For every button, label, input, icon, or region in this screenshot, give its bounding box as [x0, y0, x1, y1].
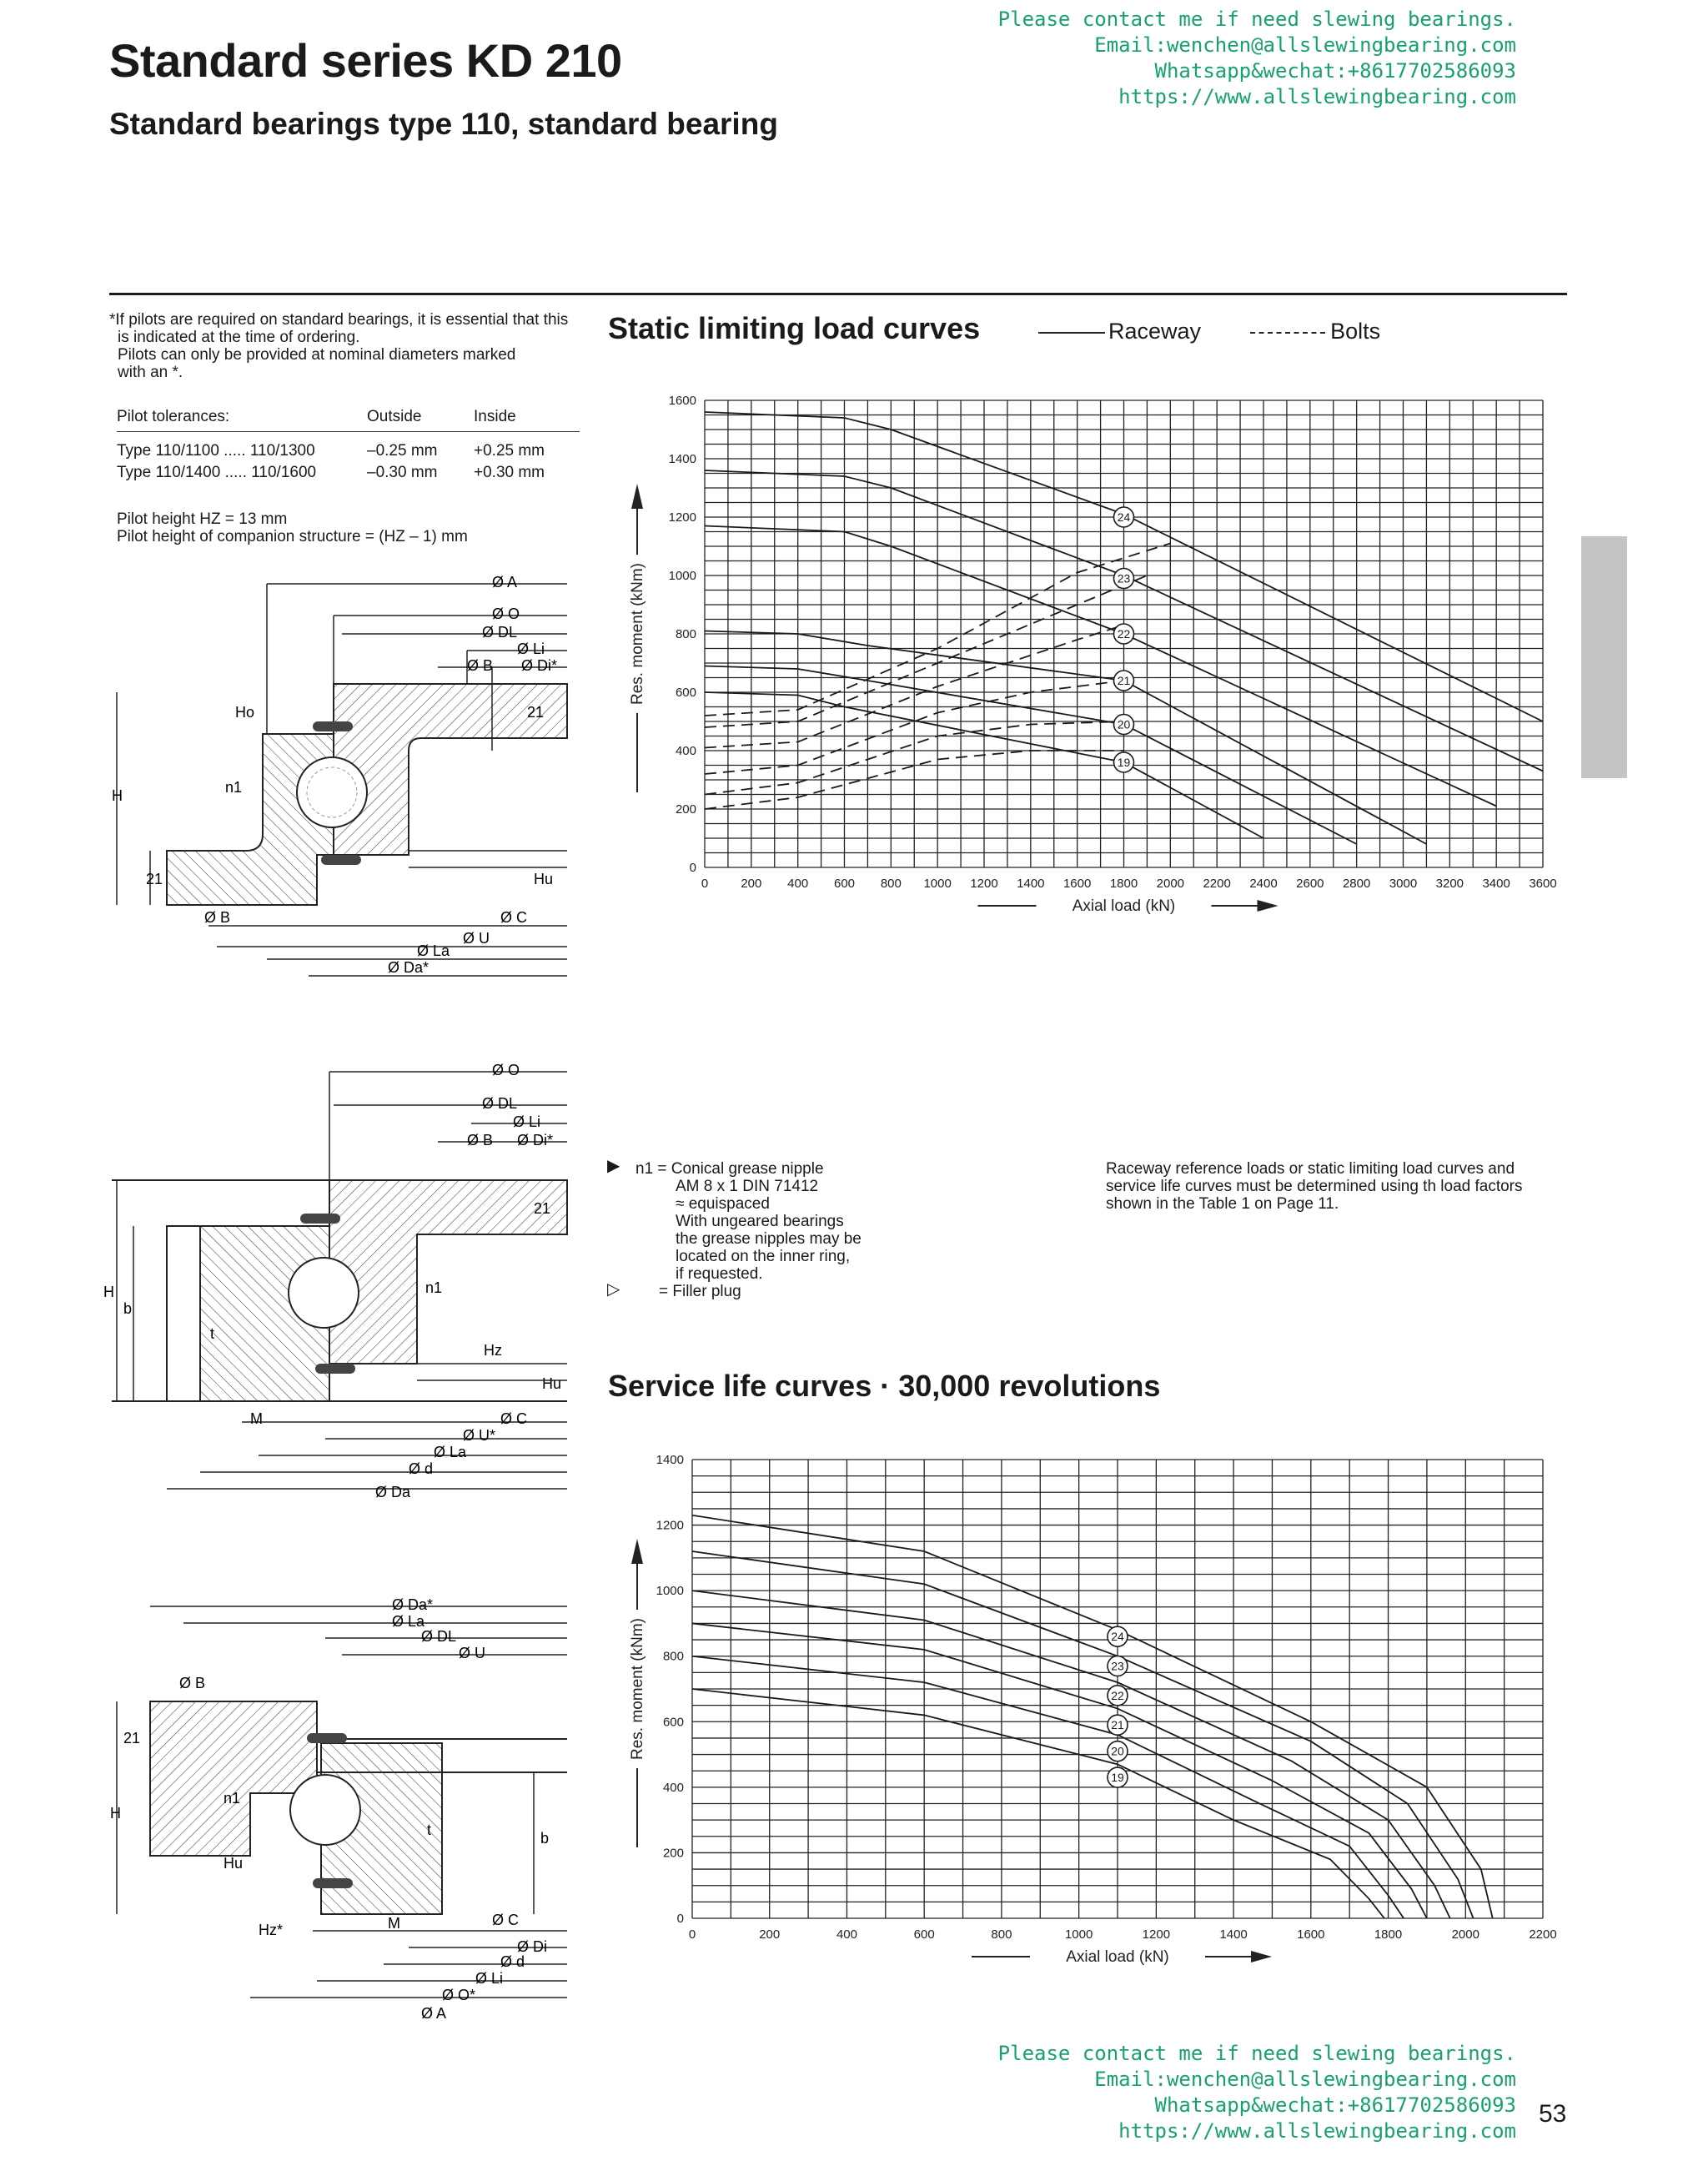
x-tick-label: 2600: [1296, 877, 1324, 891]
y-tick-label: 800: [662, 1649, 684, 1664]
raceway-note: [1106, 1160, 1523, 1213]
x-tick-label: 1600: [1062, 877, 1092, 891]
curve-label: 19: [1117, 756, 1131, 769]
n1-footnote: [607, 1157, 862, 1300]
y-tick-label: 400: [675, 744, 696, 758]
dim-label: b: [540, 1830, 550, 1847]
filler-plug: = Filler plug: [659, 1283, 741, 1300]
dim-label: 21: [534, 1200, 551, 1217]
dim-label: 21: [146, 871, 163, 887]
dim-label: 21: [123, 1730, 141, 1746]
x-axis-arrow-icon: [1258, 900, 1278, 912]
dim-label: Ø d: [409, 1460, 434, 1477]
x-tick-label: 1000: [923, 877, 952, 891]
header-divider: [109, 293, 1567, 295]
contact-whatsapp: Whatsapp&wechat:+8617702586093: [1154, 59, 1516, 83]
n1-line: Conical grease nipple: [671, 1160, 824, 1178]
x-tick-label: 1800: [1374, 1927, 1403, 1942]
raceway-line: service life curves must be determined using th load factors: [1106, 1178, 1523, 1195]
dim-label: Hz: [484, 1342, 502, 1359]
outer-ring: [150, 1701, 317, 1856]
x-tick-label: 2200: [1203, 877, 1231, 891]
legend-raceway: Raceway: [1108, 319, 1202, 344]
pilot-note: [109, 311, 576, 381]
note-line: *If pilots are required on standard bearings, it is essential that this: [109, 311, 569, 329]
y-tick-label: 1400: [668, 452, 696, 466]
y-tick-label: 1200: [656, 1518, 684, 1533]
dim-label: Ø C: [492, 1912, 520, 1928]
dim-label: Ø Li: [517, 641, 545, 657]
contact-block-bottom: [998, 2041, 1516, 2144]
x-tick-label: 1200: [970, 877, 998, 891]
x-axis-label: Axial load (kN): [1066, 1948, 1169, 1966]
dim-label: Ø B: [204, 909, 231, 926]
dim-label: Ø Di*: [517, 1132, 554, 1148]
dim-label: Ho: [235, 704, 255, 721]
y-axis-label: Res. moment (kNm): [629, 563, 646, 705]
dim-label: Ø O: [492, 606, 520, 622]
table-cell: +0.25 mm: [474, 442, 545, 460]
curve-label: 23: [1117, 571, 1131, 585]
y-tick-label: 200: [675, 802, 696, 817]
y-tick-label: 1600: [668, 394, 696, 408]
table-cell: –0.30 mm: [367, 464, 438, 481]
x-tick-label: 0: [688, 1927, 696, 1942]
y-tick-label: 800: [675, 627, 696, 641]
ball-icon: [290, 1775, 360, 1845]
curve-label: 24: [1111, 1630, 1124, 1644]
dim-label: b: [123, 1300, 133, 1317]
pilot-tolerance-table: [117, 406, 580, 484]
contact-email: Email:wenchen@allslewingbearing.com: [1094, 2068, 1516, 2091]
raceway-line: shown in the Table 1 on Page 11.: [1106, 1195, 1339, 1213]
x-axis-label: Axial load (kN): [1072, 897, 1176, 915]
x-tick-label: 200: [741, 877, 762, 891]
contact-block-top: [998, 7, 1516, 110]
x-tick-label: 3600: [1529, 877, 1557, 891]
curve-label: 22: [1117, 627, 1131, 641]
bearing-drawing-3: [100, 1585, 584, 2018]
dim-label: Ø Li: [513, 1113, 541, 1130]
x-tick-label: 800: [880, 877, 902, 891]
dim-label: H: [110, 1805, 121, 1822]
dim-label: Ø U: [459, 1645, 486, 1661]
series-line: [692, 1551, 1474, 1918]
table-cell: +0.30 mm: [474, 464, 545, 481]
dim-label: Ø Di: [517, 1938, 547, 1955]
dim-label: Ø O: [492, 1062, 520, 1078]
table-header: Inside: [474, 406, 580, 432]
dim-label: Ø B: [179, 1675, 206, 1691]
x-tick-label: 2000: [1156, 877, 1185, 891]
page-title: Standard series KD 210: [109, 34, 622, 87]
dim-label: Ø La: [392, 1613, 425, 1630]
x-tick-label: 200: [759, 1927, 781, 1942]
y-tick-label: 600: [662, 1715, 684, 1730]
curve-label: 19: [1111, 1771, 1124, 1785]
service-life-chart: [617, 1447, 1568, 1981]
y-tick-label: 1000: [656, 1584, 684, 1599]
table-header: Pilot tolerances:: [117, 406, 367, 432]
x-tick-label: 1200: [1142, 1927, 1171, 1942]
page-number: 53: [1539, 2100, 1567, 2128]
x-tick-label: 2800: [1342, 877, 1371, 891]
pilot-companion: Pilot height of companion structure = (HZ – 1) mm: [117, 528, 468, 545]
raceway-line: Raceway reference loads or static limiting load curves and: [1106, 1160, 1515, 1178]
x-tick-label: 3000: [1389, 877, 1418, 891]
y-tick-label: 1200: [668, 510, 696, 525]
seal-icon: [313, 1878, 353, 1888]
seal-icon: [315, 1364, 355, 1374]
dim-label: n1: [425, 1279, 443, 1296]
curve-label: 23: [1111, 1659, 1124, 1673]
n1-line: located on the inner ring,: [676, 1248, 851, 1265]
curve-label: 24: [1117, 510, 1131, 524]
dim-label: Ø Li: [475, 1970, 504, 1987]
seal-icon: [300, 1214, 340, 1224]
y-tick-label: 600: [675, 686, 696, 700]
dim-label: n1: [224, 1790, 241, 1807]
n1-line: if requested.: [676, 1265, 763, 1283]
n1-line: AM 8 x 1 DIN 71412: [676, 1178, 819, 1195]
x-tick-label: 400: [836, 1927, 857, 1942]
pilot-height: Pilot height HZ = 13 mm: [117, 510, 288, 528]
x-tick-label: 0: [701, 877, 709, 891]
dim-label: Hz*: [259, 1922, 284, 1938]
dim-label: Hu: [534, 871, 554, 887]
page-subtitle: Standard bearings type 110, standard bearing: [109, 107, 778, 141]
contact-line: Please contact me if need slewing bearings.: [997, 2042, 1516, 2065]
table-row: [117, 462, 580, 484]
y-tick-label: 0: [676, 1912, 684, 1926]
x-tick-label: 3400: [1482, 877, 1510, 891]
dim-label: M: [250, 1410, 263, 1427]
x-tick-label: 1400: [1219, 1927, 1248, 1942]
x-tick-label: 1400: [1017, 877, 1045, 891]
n1-label: n1 =: [635, 1160, 667, 1178]
x-tick-label: 800: [991, 1927, 1012, 1942]
dim-label: Ø C: [500, 909, 528, 926]
table-header: Outside: [367, 406, 474, 432]
y-tick-label: 1000: [668, 569, 696, 583]
dim-label: Ø Da*: [392, 1596, 434, 1613]
dim-label: t: [210, 1325, 215, 1342]
n1-line: With ungeared bearings: [676, 1213, 844, 1230]
dim-label: Ø Di*: [521, 657, 558, 674]
note-line: is indicated at the time of ordering.: [118, 329, 360, 346]
dim-label: Ø Da*: [388, 959, 430, 976]
table-cell: Type 110/1400 ..... 110/1600: [117, 464, 317, 481]
bearing-drawing-1: [100, 567, 584, 984]
y-axis-arrow-icon: [631, 1539, 643, 1564]
dim-label: Ø O*: [442, 1987, 476, 2003]
dim-label: Ø C: [500, 1410, 528, 1427]
arrow-filled-icon: ▶: [607, 1157, 620, 1175]
curve-label: 22: [1111, 1688, 1124, 1702]
dim-label: Ø DL: [482, 1095, 518, 1112]
contact-whatsapp: Whatsapp&wechat:+8617702586093: [1154, 2093, 1516, 2117]
contact-url[interactable]: https://www.allslewingbearing.com: [1118, 2119, 1516, 2143]
dim-label: Ø DL: [421, 1628, 457, 1645]
contact-email: Email:wenchen@allslewingbearing.com: [1094, 33, 1516, 57]
side-tab: [1581, 536, 1627, 778]
note-line: Pilots can only be provided at nominal diameters marked: [118, 346, 516, 364]
curve-label: 20: [1117, 717, 1131, 731]
dim-label: Ø B: [467, 657, 494, 674]
x-tick-label: 1800: [1109, 877, 1138, 891]
dim-label: Ø Da: [375, 1484, 411, 1500]
seal-icon: [313, 721, 353, 731]
legend-bolts: Bolts: [1330, 319, 1381, 344]
table-row: [117, 432, 580, 463]
legend-dashed-line: [1250, 332, 1325, 334]
seal-icon: [321, 855, 361, 865]
service-chart-title: Service life curves · 30,000 revolutions: [608, 1369, 1161, 1403]
dim-label: 21: [527, 704, 545, 721]
contact-line: Please contact me if need slewing bearings.: [997, 8, 1516, 31]
x-axis-arrow-icon: [1251, 1951, 1272, 1962]
legend-solid-line: [1038, 332, 1105, 334]
x-tick-label: 1000: [1064, 1927, 1093, 1942]
x-tick-label: 600: [913, 1927, 935, 1942]
y-axis-arrow-icon: [631, 484, 643, 509]
arrow-outline-icon: ▷: [607, 1280, 620, 1299]
static-chart-legend: [1038, 319, 1380, 344]
dim-label: Ø La: [417, 942, 450, 959]
ball-icon: [289, 1258, 359, 1328]
dim-label: H: [112, 787, 123, 804]
bearing-drawing-2: [100, 1055, 584, 1510]
y-tick-label: 1400: [656, 1453, 684, 1467]
dim-label: Ø U: [463, 930, 490, 947]
pilot-height-note: [117, 510, 468, 545]
x-tick-label: 2200: [1529, 1927, 1557, 1942]
n1-line: the grease nipples may be: [676, 1230, 862, 1248]
contact-url[interactable]: https://www.allslewingbearing.com: [1118, 85, 1516, 108]
curve-label: 21: [1111, 1718, 1124, 1732]
dim-label: n1: [225, 779, 243, 796]
dim-label: Hu: [224, 1855, 244, 1872]
x-tick-label: 2400: [1249, 877, 1278, 891]
ball-icon: [297, 757, 367, 827]
y-tick-label: 0: [689, 861, 696, 875]
dim-label: Ø La: [434, 1444, 467, 1460]
y-axis-label: Res. moment (kNm): [629, 1618, 646, 1760]
x-tick-label: 3200: [1435, 877, 1464, 891]
seal-icon: [307, 1733, 347, 1743]
dim-label: Ø A: [421, 2005, 447, 2018]
table-cell: Type 110/1100 ..... 110/1300: [117, 442, 315, 460]
dim-label: Ø A: [492, 574, 518, 591]
dim-label: Ø U*: [463, 1427, 496, 1444]
curve-label: 20: [1111, 1744, 1124, 1758]
x-tick-label: 1600: [1297, 1927, 1325, 1942]
x-tick-label: 2000: [1451, 1927, 1479, 1942]
dim-label: Ø DL: [482, 624, 518, 641]
n1-line: ≈ equispaced: [676, 1195, 770, 1213]
dim-label: M: [388, 1915, 400, 1932]
table-cell: –0.25 mm: [367, 442, 438, 460]
dim-label: Ø d: [500, 1953, 525, 1970]
y-tick-label: 200: [662, 1846, 684, 1861]
series-line: [692, 1515, 1493, 1918]
static-load-chart: [617, 392, 1568, 926]
static-chart-title: Static limiting load curves: [608, 311, 981, 345]
note-line: with an *.: [118, 364, 183, 381]
x-tick-label: 400: [787, 877, 809, 891]
curve-label: 21: [1117, 674, 1131, 687]
y-tick-label: 400: [662, 1780, 684, 1795]
dim-label: Ø B: [467, 1132, 494, 1148]
dim-label: t: [427, 1822, 432, 1838]
series-line: [705, 575, 1147, 727]
outer-ring: [329, 1180, 567, 1364]
dim-label: H: [103, 1284, 114, 1300]
dim-label: Hu: [542, 1375, 562, 1392]
x-tick-label: 600: [833, 877, 856, 891]
